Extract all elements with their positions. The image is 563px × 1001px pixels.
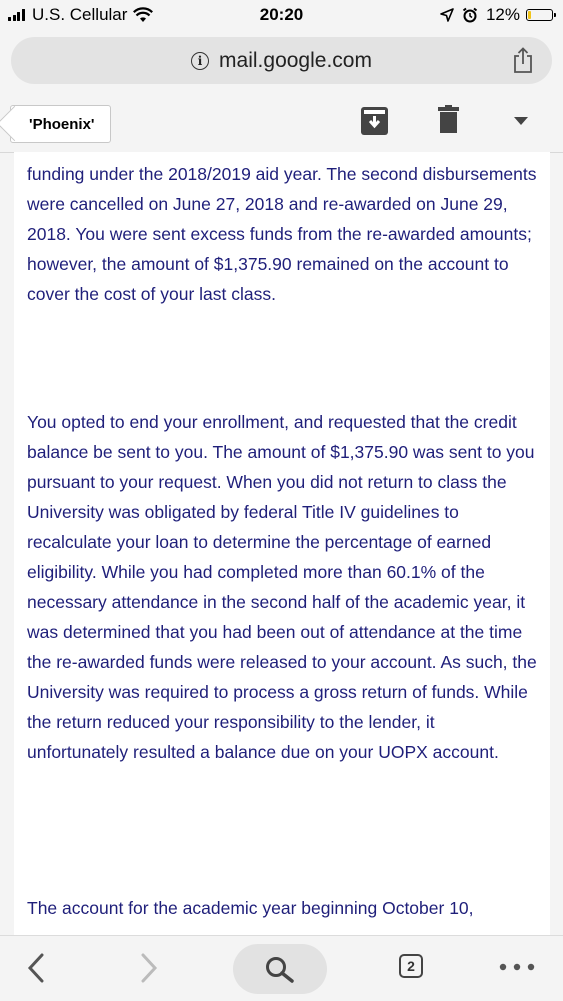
back-to-label-button[interactable]	[10, 105, 111, 143]
back-arrow-icon[interactable]	[27, 953, 45, 983]
browser-bottom-bar	[0, 935, 563, 1001]
battery-percent: 12%	[485, 5, 520, 24]
search-button[interactable]	[233, 944, 327, 994]
more-actions-dropdown-icon[interactable]	[514, 117, 528, 125]
location-arrow-icon	[440, 8, 454, 22]
status-right	[440, 5, 553, 25]
message-toolbar	[0, 94, 563, 153]
tabs-button[interactable]	[399, 954, 423, 978]
forward-arrow-icon[interactable]	[140, 953, 158, 983]
address-bar[interactable]	[11, 37, 552, 84]
url-text: mail.google.com	[219, 48, 372, 72]
status-bar	[0, 0, 563, 30]
share-icon[interactable]	[512, 47, 534, 73]
info-icon[interactable]: i	[191, 52, 209, 70]
clock: 20:20	[259, 5, 304, 24]
label-name: 'Phoenix'	[29, 115, 95, 133]
message-paragraph: The account for the academic year beginning October 10,	[27, 898, 474, 918]
message-body	[14, 152, 550, 935]
search-icon	[265, 956, 295, 984]
battery-icon	[526, 9, 553, 21]
message-paragraph: funding under the 2018/2019 aid year. The second disbursements were cancelled on June 27, 2018 and re-awarded on June 29, 2018. You were sent excess funds from the re-awarded amounts; however, the amount of $1,375.90 remained on the account to cover the cost of your last class.	[27, 164, 537, 304]
archive-icon[interactable]	[361, 107, 388, 135]
trash-icon[interactable]	[438, 105, 459, 133]
tab-count: 2	[407, 958, 415, 974]
more-options-icon[interactable]	[498, 963, 538, 971]
message-paragraph: You opted to end your enrollment, and requested that the credit balance be sent to you. The amount of $1,375.90 was sent to you pursuant to your request. When you did not return to class the University was obligated by federal Title IV guidelines to recalculate your loan to determine the percentage of earned eligibility. While you had completed more than 60.1% of the necessary attendance in the second half of the academic year, it was determined that you had been out of attendance at the time the re-awarded funds were released to your account. As such, the University was required to process a gross return of funds. While the return reduced your responsibility to the lender, it unfortunately resulted a balance due on your UOPX account.	[27, 412, 537, 762]
carrier-name: U.S. Cellular	[32, 5, 128, 24]
alarm-icon	[462, 7, 478, 23]
battery-level	[528, 11, 531, 19]
url-display[interactable]	[11, 37, 552, 84]
